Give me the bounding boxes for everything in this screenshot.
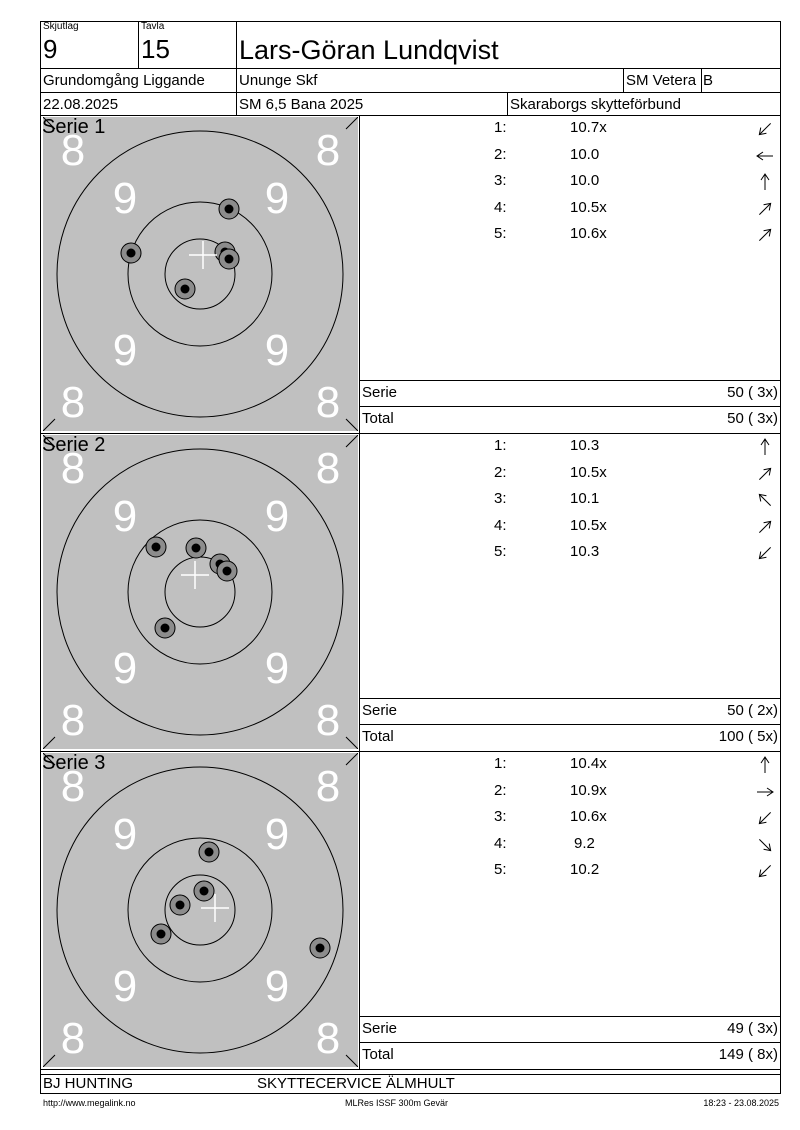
shot-value: 10.5x [570, 198, 607, 216]
serie-sum-value: 50 ( 3x) [727, 384, 778, 401]
shot-number: 4: [494, 516, 507, 534]
shot-value: 10.3 [570, 437, 600, 454]
skjutlag-value: 9 [43, 34, 58, 64]
target-background [43, 117, 358, 431]
event-name: Grundomgång Liggande [43, 72, 205, 89]
shot-number: 5: [494, 543, 507, 560]
shot-hole [219, 249, 239, 269]
ring-number-eight: 8 [60, 1014, 86, 1063]
shot-number: 2: [494, 145, 507, 163]
ring-number-nine: 9 [112, 810, 138, 859]
direction-arrow-icon [754, 438, 776, 456]
shot-number: 3: [494, 172, 507, 189]
club-name: Ununge Skf [239, 72, 318, 89]
ring-number-eight: 8 [315, 762, 341, 811]
shot-value: 10.0 [570, 145, 600, 163]
shooter-name: Lars-Göran Lundqvist [239, 35, 499, 65]
shot-hole [199, 842, 219, 862]
direction-arrow-icon [754, 200, 776, 218]
direction-arrow-icon [754, 836, 776, 854]
shot-hole [170, 895, 190, 915]
ring-number-nine: 9 [264, 492, 290, 541]
shot-number: 2: [494, 463, 507, 481]
sponsor-left: BJ HUNTING [43, 1075, 133, 1092]
footer-url[interactable]: http://www.megalink.no [43, 1098, 136, 1108]
shot-hole [186, 538, 206, 558]
serie-sum-label: Serie [362, 702, 398, 719]
ring-number-nine: 9 [112, 174, 138, 223]
direction-arrow-icon [754, 809, 776, 827]
shot-value: 10.6x [570, 225, 607, 242]
shot-number: 1: [494, 119, 507, 136]
shot-value: 10.4x [570, 755, 607, 772]
shot-number: 3: [494, 808, 507, 825]
ring-number-eight: 8 [60, 696, 86, 745]
direction-arrow-icon [754, 465, 776, 483]
shot-number: 3: [494, 490, 507, 507]
shot-value: 10.2 [570, 861, 600, 878]
target-background [43, 435, 358, 749]
direction-arrow-icon [754, 226, 776, 244]
serie-sum-label: Serie [362, 384, 398, 401]
total-value: 50 ( 3x) [727, 410, 778, 427]
class-name: SM Vetera [626, 72, 697, 89]
ring-number-nine: 9 [264, 644, 290, 693]
direction-arrow-icon [754, 120, 776, 138]
serie-sum-label: Serie [362, 1020, 398, 1037]
shot-number: 1: [494, 755, 507, 772]
serie-sum-value: 49 ( 3x) [727, 1020, 778, 1037]
shot-hole [310, 938, 330, 958]
ring-number-nine: 9 [264, 810, 290, 859]
ring-number-eight: 8 [315, 378, 341, 427]
total-value: 149 ( 8x) [718, 1046, 778, 1063]
direction-arrow-icon [754, 173, 776, 191]
direction-arrow-icon [754, 862, 776, 880]
shot-number: 1: [494, 437, 507, 454]
total-label: Total [362, 410, 394, 427]
shot-value: 10.5x [570, 463, 607, 481]
ring-number-nine: 9 [112, 644, 138, 693]
shot-value: 10.7x [570, 119, 607, 136]
shot-hole [194, 881, 214, 901]
ring-number-nine: 9 [264, 174, 290, 223]
shot-value: 10.3 [570, 543, 600, 560]
shot-number: 2: [494, 781, 507, 799]
ring-number-eight: 8 [315, 126, 341, 175]
shot-hole [217, 561, 237, 581]
ring-number-eight: 8 [60, 762, 86, 811]
shot-hole [175, 279, 195, 299]
shot-value: 10.9x [570, 781, 607, 799]
shot-number: 5: [494, 225, 507, 242]
tavla-value: 15 [141, 34, 170, 64]
ring-number-nine: 9 [264, 962, 290, 1011]
direction-arrow-icon [754, 544, 776, 562]
shot-number: 5: [494, 861, 507, 878]
date: 22.08.2025 [43, 96, 119, 113]
ring-number-eight: 8 [60, 126, 86, 175]
serie-label: Serie 3 [42, 752, 106, 774]
tavla-label: Tavla [141, 21, 165, 32]
direction-arrow-icon [754, 147, 776, 165]
shot-number: 4: [494, 834, 507, 852]
direction-arrow-icon [754, 518, 776, 536]
target-2 [43, 435, 358, 749]
target-3 [43, 753, 358, 1067]
ring-number-eight: 8 [315, 1014, 341, 1063]
shot-hole [151, 924, 171, 944]
ring-number-nine: 9 [112, 492, 138, 541]
ring-number-nine: 9 [112, 962, 138, 1011]
federation-name: Skaraborgs skytteförbund [510, 96, 681, 113]
shot-value: 9.2 [574, 834, 595, 852]
target-1 [43, 117, 358, 431]
footer-timestamp: 18:23 - 23.08.2025 [703, 1098, 779, 1108]
class-suffix: B [703, 72, 714, 89]
direction-arrow-icon [754, 756, 776, 774]
shot-value: 10.0 [570, 172, 600, 189]
sponsor-center: SKYTTECERVICE ÄLMHULT [257, 1075, 455, 1092]
ring-number-eight: 8 [315, 444, 341, 493]
competition-name: SM 6,5 Bana 2025 [239, 96, 364, 113]
shot-value: 10.6x [570, 808, 607, 825]
total-label: Total [362, 728, 394, 745]
total-label: Total [362, 1046, 394, 1063]
ring-number-eight: 8 [315, 696, 341, 745]
shot-hole [146, 537, 166, 557]
footer-software: MLRes ISSF 300m Gevär [345, 1098, 449, 1108]
ring-number-nine: 9 [264, 326, 290, 375]
direction-arrow-icon [754, 491, 776, 509]
serie-label: Serie 2 [42, 434, 106, 456]
ring-number-eight: 8 [60, 444, 86, 493]
shot-value: 10.5x [570, 516, 607, 534]
serie-label: Serie 1 [42, 116, 106, 138]
serie-sum-value: 50 ( 2x) [727, 702, 778, 719]
ring-number-eight: 8 [60, 378, 86, 427]
shot-hole [219, 199, 239, 219]
shot-hole [121, 243, 141, 263]
shot-number: 4: [494, 198, 507, 216]
total-value: 100 ( 5x) [718, 728, 778, 745]
skjutlag-label: Skjutlag [43, 21, 79, 32]
shot-hole [155, 618, 175, 638]
ring-number-nine: 9 [112, 326, 138, 375]
target-background [43, 753, 358, 1067]
shot-value: 10.1 [570, 490, 600, 507]
direction-arrow-icon [754, 783, 776, 801]
